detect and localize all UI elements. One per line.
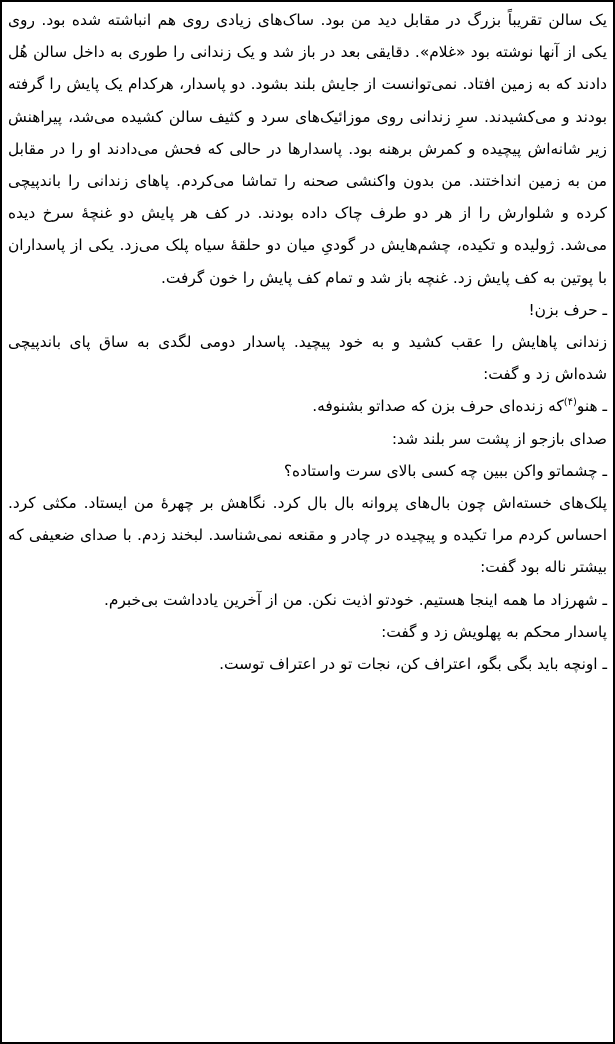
dialogue-text-end: که زنده‌ای حرف بزن که صداتو بشنوفه.: [312, 397, 564, 416]
paragraph-narrative-1: یک سالن تقریباً بزرگ در مقابل دید من بود. ساک‌های زیادی روی هم انباشته شده بود. روی یکی از آنها نوشته بود «غلام». دقایقی بعد در باز شد و یک زندانی را طوری به داخل سالن هُل دادند که به زمین افتاد. نمی‌توانست از جایش بلند بشود. دو پاسدار، هرکدام یک پایش را گرفته بودند و می‌کشیدند. سرِ زندانی روی موزائیک‌های سرد و کثیف سالن کشیده می‌شد، پیراهنش زیر شانه‌اش پیچیده و کمرش برهنه بود. پاسدارها در حالی که فحش می‌دادند او را در مقابل من به زمین انداختند. من بدون واکنشی صحنه را تماشا می‌کردم. پاهای زندانی را باندپیچی کرده و شلوارش را از هر دو طرف چاک داده بودند. در کف هر پایش دو غنچهٔ سرخ دیده می‌شد. ژولیده و تکیده، چشم‌هایش در گودیِ میان دو حلقهٔ سیاه پلک می‌زد. یکی از پاسداران با پوتین به کف پایش زد. غنچه باز شد و تمام کف پایش را خون گرفت.: [8, 11, 607, 287]
dialogue-text-start: ـ هنو: [576, 397, 607, 416]
paragraph-narrative-5: پاسدار محکم به پهلویش زد و گفت:: [381, 622, 607, 641]
footnote-marker: (۴): [563, 397, 577, 409]
paragraph-dialogue-5: ـ اونچه باید بگی بگو، اعتراف کن، نجات تو در اعتراف توست.: [219, 655, 607, 674]
document-body: [8, 4, 607, 680]
paragraph-narrative-4: پلک‌های خسته‌اش چون بال‌های پروانه بال بال کرد. نگاهش بر چهرهٔ من ایستاد. مکثی کرد. احساس کردم مرا تکیده و پیچیده در چادر و مقنعه نمی‌شناسد. لبخند زدم. با صدای ضعیفی که بیشتر ناله بود گفت:: [8, 494, 607, 577]
paragraph-dialogue-4: ـ شهرزاد ما همه اینجا هستیم. خودتو اذیت نکن. من از آخرین یادداشت بی‌خبرم.: [103, 590, 607, 609]
paragraph-dialogue-2: [8, 390, 607, 422]
paragraph-narrative-3: صدای بازجو از پشت سر بلند شد:: [391, 429, 607, 448]
paragraph-dialogue-1: ـ حرف بزن!: [528, 300, 607, 319]
paragraph-narrative-2: زندانی پاهایش را عقب کشید و به خود پیچید. پاسدار دومی لگدی به ساق پای باندپیچی شده‌اش زد و گفت:: [8, 333, 607, 384]
paragraph-dialogue-3: ـ چشماتو واکن ببین چه کسی بالای سرت واستاده؟: [283, 461, 607, 480]
